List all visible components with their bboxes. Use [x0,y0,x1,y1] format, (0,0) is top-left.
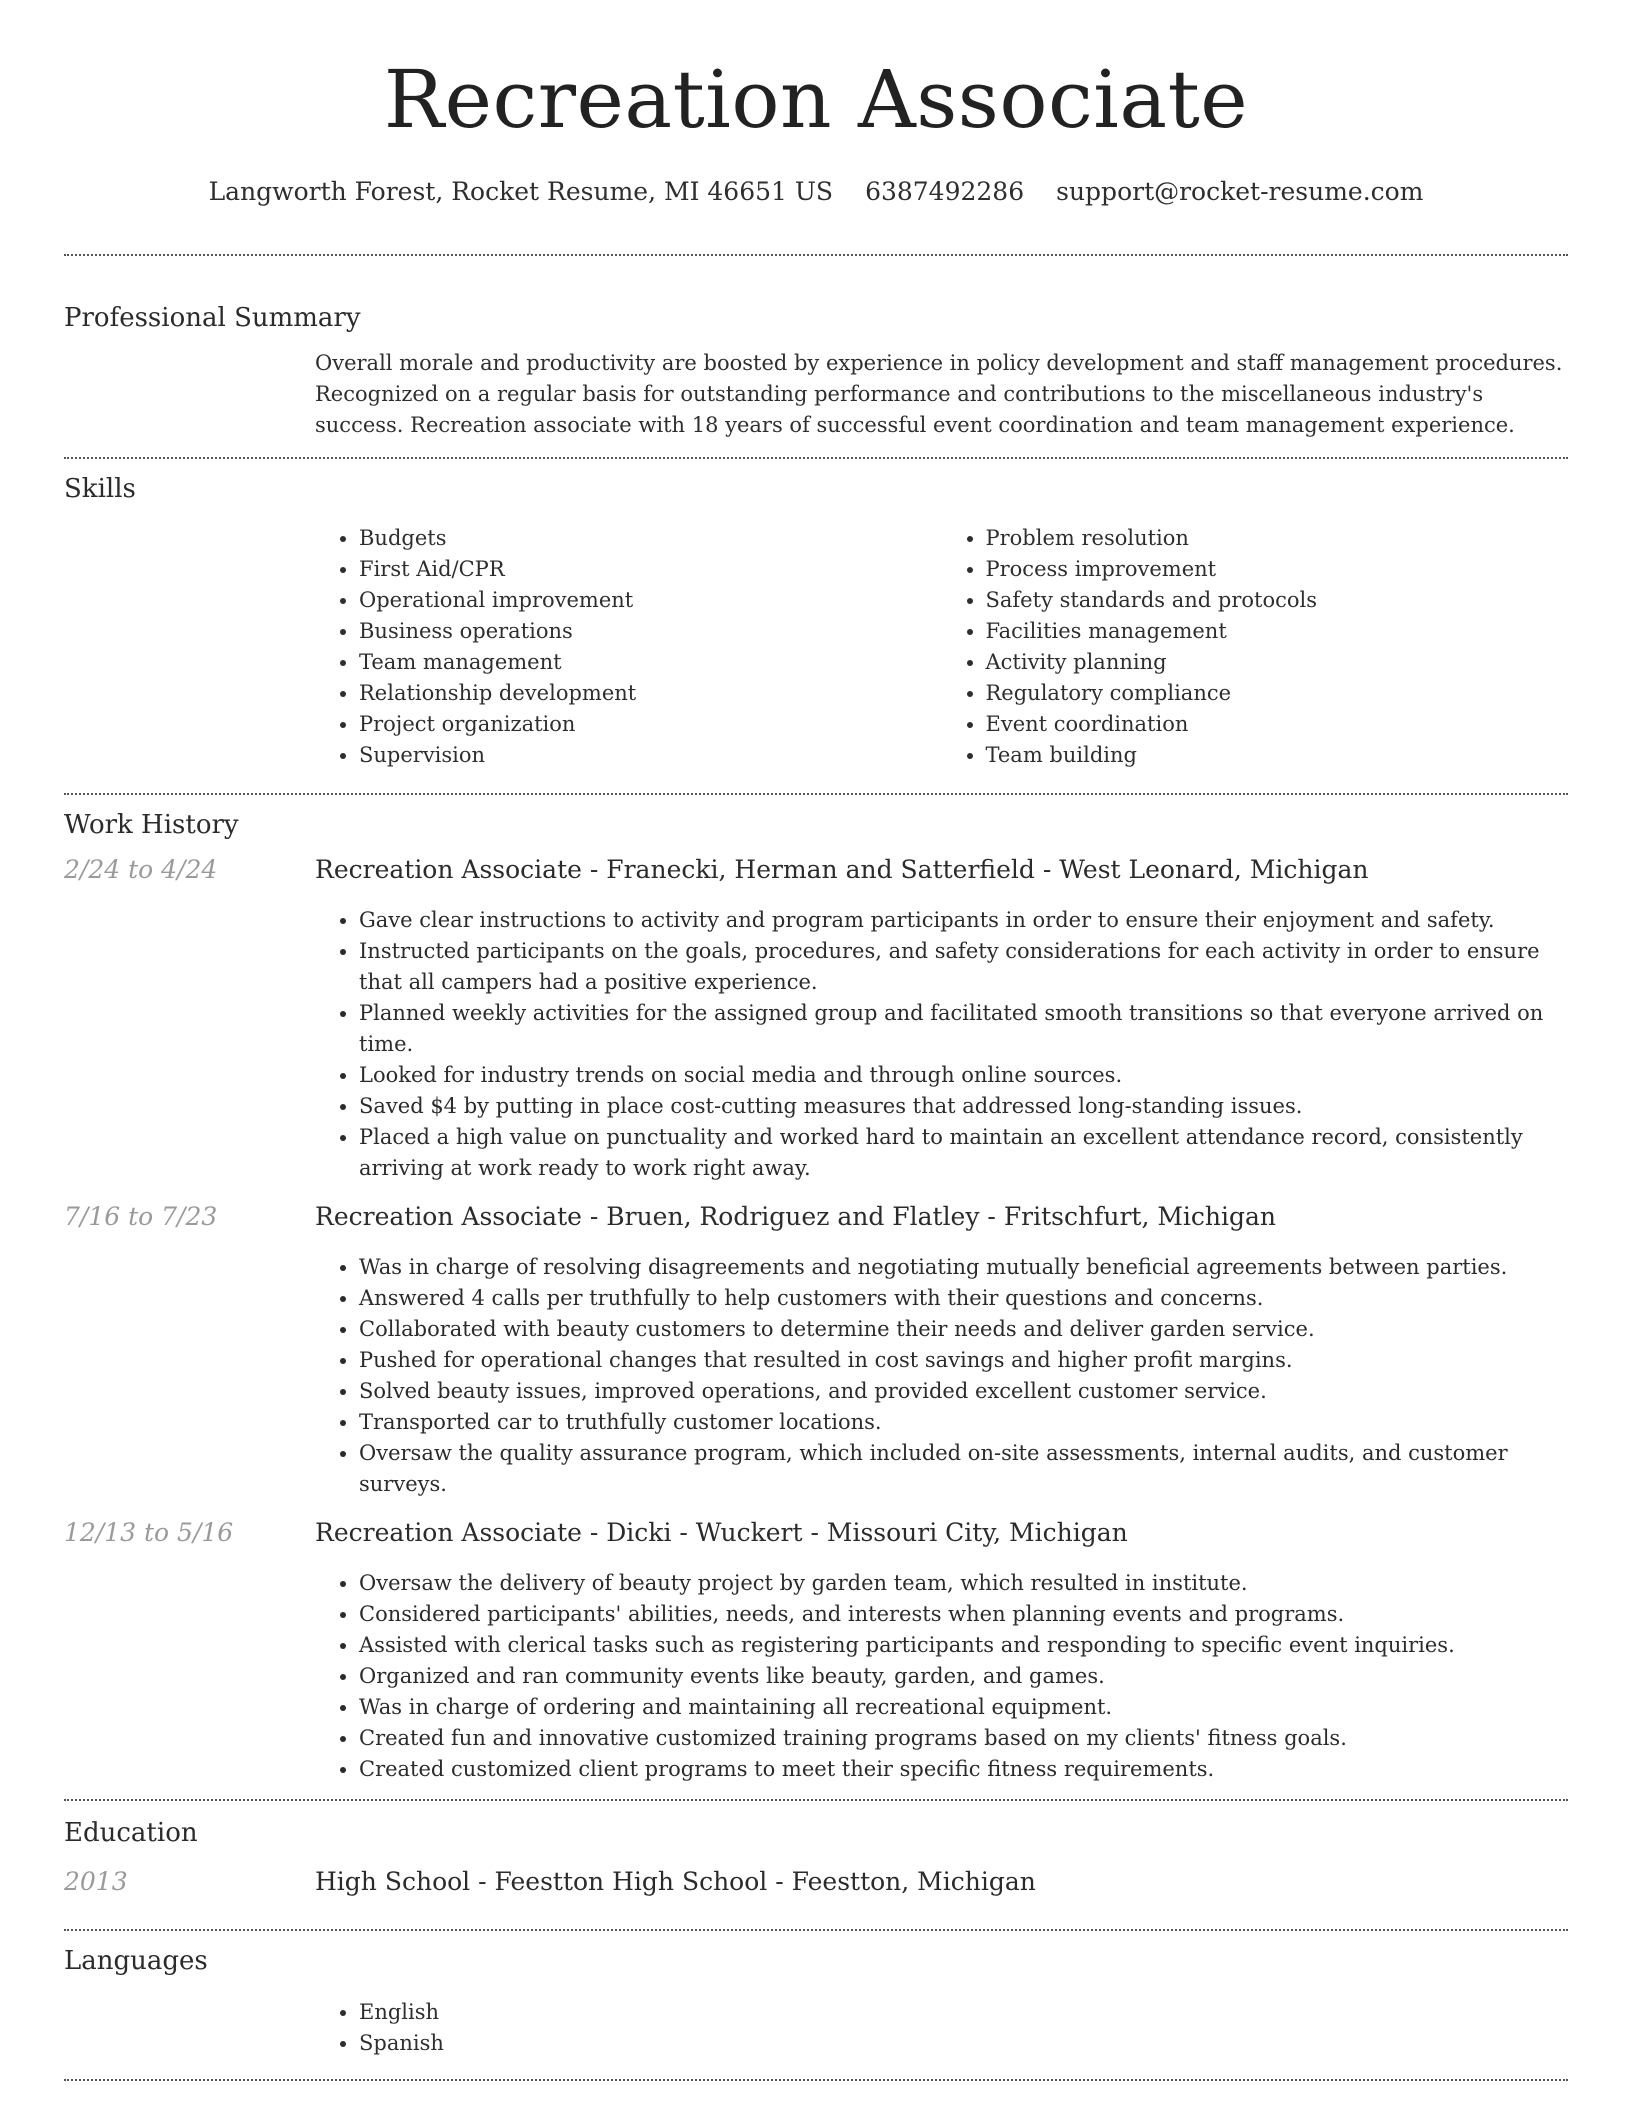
job-header [64,1518,1568,1564]
job-dates: 12/13 to 5/16 [64,1518,234,1547]
job-heading: Recreation Associate - Dicki - Wuckert - Missouri City, Michigan [315,1518,1128,1547]
contact-email: support@rocket-resume.com [1056,177,1424,206]
divider [64,1929,1568,1931]
language-item: • Spanish [359,2028,1568,2059]
job-bullet: • Oversaw the quality assurance program, which included on-site assessments, internal audits, and customer surveys. [359,1438,1568,1500]
job-dates: 2/24 to 4/24 [64,855,218,884]
job-bullet: • Collaborated with beauty customers to determine their needs and deliver garden service. [359,1314,1568,1345]
job-bullet: • Planned weekly activities for the assigned group and facilitated smooth transitions so that everyone arrived on time. [359,998,1568,1060]
job-bullet: • Oversaw the delivery of beauty project by garden team, which resulted in institute. [359,1568,1568,1599]
education-entry [64,1867,1568,1913]
languages-list [315,1997,1568,2059]
job-bullet: • Was in charge of ordering and maintaining all recreational equipment. [359,1692,1568,1723]
language-item: • English [359,1997,1568,2028]
job-dates: 7/16 to 7/23 [64,1202,218,1231]
skill-item: • Supervision [359,740,942,771]
skill-item: • Event coordination [986,709,1569,740]
job-bullet: • Transported car to truthfully customer locations. [359,1407,1568,1438]
job-bullet: • Created customized client programs to meet their specific fitness requirements. [359,1754,1568,1785]
divider [64,1799,1568,1801]
section-title-languages: Languages [64,1946,208,1976]
job-bullet: • Gave clear instructions to activity and program participants in order to ensure their enjoyment and safety. [359,905,1568,936]
skill-item: • Project organization [359,709,942,740]
job-heading: Recreation Associate - Franecki, Herman and Satterfield - West Leonard, Michigan [315,855,1369,884]
divider [64,457,1568,459]
languages-block [315,1997,1568,2059]
skill-item: • First Aid/CPR [359,554,942,585]
job-bullet: • Saved $4 by putting in place cost-cutting measures that addressed long-standing issues. [359,1091,1568,1122]
skill-item: • Process improvement [986,554,1569,585]
skill-item: • Business operations [359,616,942,647]
section-title-education: Education [64,1818,198,1848]
contact-line [64,170,1568,214]
skill-item: • Team building [986,740,1569,771]
summary-text: Overall morale and productivity are boosted by experience in policy development and staff management procedures. Recognized on a regular basis for outstanding performance and contributions to the miscellaneous industry's success. Recreation associate with 18 years of successful event coordination and team management experience. [315,351,1563,437]
job-entry [64,855,1568,1184]
section-title-skills: Skills [64,474,136,504]
job-bullet: • Pushed for operational changes that resulted in cost savings and higher profit margins. [359,1345,1568,1376]
job-bullet-list [315,905,1568,1184]
skills-list-left [315,523,942,771]
job-bullet: • Answered 4 calls per truthfully to help customers with their questions and concerns. [359,1283,1568,1314]
skill-item: • Regulatory compliance [986,678,1569,709]
skills-list-right [942,523,1569,771]
job-entry [64,1518,1568,1785]
contact-phone: 6387492286 [865,177,1025,206]
job-bullet: • Solved beauty issues, improved operations, and provided excellent customer service. [359,1376,1568,1407]
education-heading: High School - Feestton High School - Feestton, Michigan [315,1867,1036,1896]
job-bullet: • Placed a high value on punctuality and worked hard to maintain an excellent attendance record, consistently arriving at work ready to work right away. [359,1122,1568,1184]
section-title-summary: Professional Summary [64,303,361,333]
skill-item: • Relationship development [359,678,942,709]
job-bullet-list [315,1568,1568,1785]
job-bullet: • Instructed participants on the goals, procedures, and safety considerations for each activity in order to ensure that all campers had a positive experience. [359,936,1568,998]
job-bullet: • Organized and ran community events like beauty, garden, and games. [359,1661,1568,1692]
resume-name: Recreation Associate [383,53,1249,146]
job-bullet: • Created fun and innovative customized training programs based on my clients' fitness goals. [359,1723,1568,1754]
section-title-work: Work History [64,810,239,840]
contact-address: Langworth Forest, Rocket Resume, MI 46651 US [208,177,834,206]
job-entry [64,1202,1568,1500]
education-year: 2013 [64,1867,128,1896]
job-bullet: • Considered participants' abilities, needs, and interests when planning events and programs. [359,1599,1568,1630]
divider [64,793,1568,795]
work-history-list [64,855,1568,1785]
divider [64,2079,1568,2081]
job-bullet: • Looked for industry trends on social media and through online sources. [359,1060,1568,1091]
skills-grid [315,523,1568,771]
job-heading: Recreation Associate - Bruen, Rodriguez and Flatley - Fritschfurt, Michigan [315,1202,1277,1231]
skill-item: • Budgets [359,523,942,554]
resume-page [64,0,1568,2081]
skill-item: • Activity planning [986,647,1569,678]
skill-item: • Facilities management [986,616,1569,647]
skill-item: • Problem resolution [986,523,1569,554]
job-bullet: • Was in charge of resolving disagreements and negotiating mutually beneficial agreements between parties. [359,1252,1568,1283]
job-header [64,1202,1568,1248]
divider [64,254,1568,256]
skill-item: • Safety standards and protocols [986,585,1569,616]
job-header [64,855,1568,901]
skill-item: • Team management [359,647,942,678]
job-bullet: • Assisted with clerical tasks such as registering participants and responding to specific event inquiries. [359,1630,1568,1661]
job-bullet-list [315,1252,1568,1500]
skill-item: • Operational improvement [359,585,942,616]
